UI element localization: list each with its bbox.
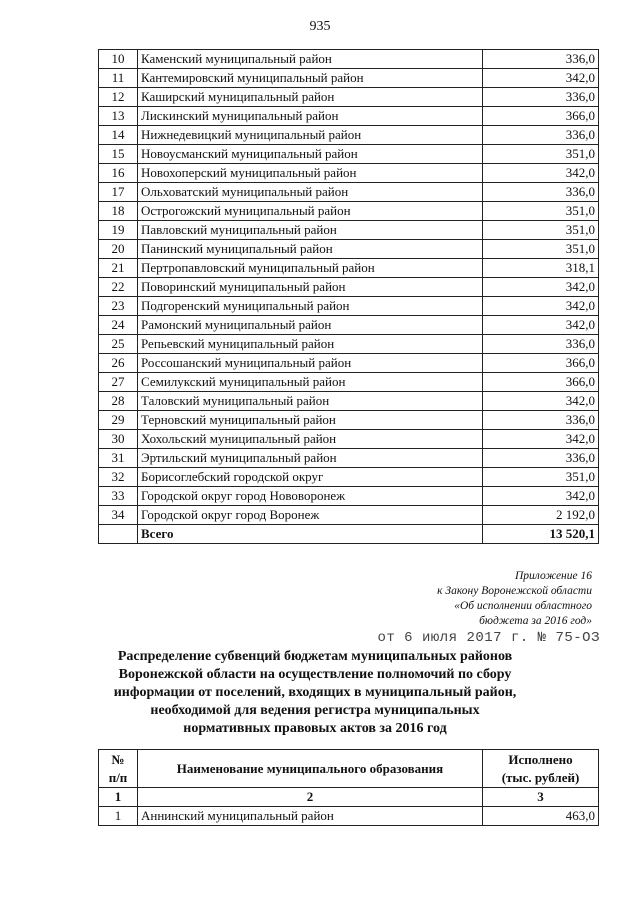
table-row: [99, 126, 599, 145]
header-num: [99, 750, 138, 788]
table-row: [99, 202, 599, 221]
table-row: [99, 449, 599, 468]
amount-value: 336,0: [483, 335, 599, 354]
municipality-name: Ольховатский муниципальный район: [138, 183, 483, 202]
table-header-row: [99, 750, 599, 788]
header-name: Наименование муниципального образования: [138, 750, 483, 788]
appendix-line: бюджета за 2016 год»: [479, 615, 592, 627]
row-number: 13: [99, 107, 138, 126]
municipality-name: Репьевский муниципальный район: [138, 335, 483, 354]
amount-value: 463,0: [483, 807, 599, 826]
municipality-name: Пертропавловский муниципальный район: [138, 259, 483, 278]
table-row: [99, 50, 599, 69]
amount-value: 342,0: [483, 278, 599, 297]
table-row: [99, 278, 599, 297]
row-number: 21: [99, 259, 138, 278]
municipality-name: Павловский муниципальный район: [138, 221, 483, 240]
table-row: [99, 354, 599, 373]
row-number: 34: [99, 506, 138, 525]
table-row: [99, 183, 599, 202]
table-row: [99, 259, 599, 278]
amount-value: 366,0: [483, 354, 599, 373]
municipality-name: Панинский муниципальный район: [138, 240, 483, 259]
municipality-name: Таловский муниципальный район: [138, 392, 483, 411]
municipality-name: Подгоренский муниципальный район: [138, 297, 483, 316]
amount-value: 351,0: [483, 202, 599, 221]
table-row: [99, 221, 599, 240]
header-num-line2: п/п: [108, 769, 128, 785]
municipality-name: Поворинский муниципальный район: [138, 278, 483, 297]
municipality-name: Каширский муниципальный район: [138, 88, 483, 107]
table-row: [99, 335, 599, 354]
amount-value: 366,0: [483, 373, 599, 392]
amount-value: 342,0: [483, 487, 599, 506]
amount-value: 336,0: [483, 50, 599, 69]
subsidy-table-continued: [98, 49, 599, 544]
table-row: [99, 107, 599, 126]
table-row: [99, 316, 599, 335]
municipality-name: Нижнедевицкий муниципальный район: [138, 126, 483, 145]
amount-value: 366,0: [483, 107, 599, 126]
page-number: 935: [309, 19, 331, 34]
row-number: 15: [99, 145, 138, 164]
total-label: Всего: [138, 525, 483, 544]
row-number: 33: [99, 487, 138, 506]
title-line: Распределение субвенций бюджетам муниципальных районов: [117, 649, 513, 664]
title-line: информации от поселений, входящих в муниципальный район,: [113, 685, 517, 700]
document-title: [80, 648, 550, 738]
total-row: [99, 525, 599, 544]
amount-value: 351,0: [483, 240, 599, 259]
row-number: 20: [99, 240, 138, 259]
municipality-name: Острогожский муниципальный район: [138, 202, 483, 221]
municipality-name: Россошанский муниципальный район: [138, 354, 483, 373]
row-number: 32: [99, 468, 138, 487]
row-number: 19: [99, 221, 138, 240]
municipality-name: Семилукский муниципальный район: [138, 373, 483, 392]
amount-value: 351,0: [483, 221, 599, 240]
amount-value: 342,0: [483, 392, 599, 411]
table-row: [99, 430, 599, 449]
table-row: [99, 506, 599, 525]
appendix-line: к Закону Воронежской области: [437, 585, 592, 597]
amount-value: 336,0: [483, 411, 599, 430]
municipality-name: Кантемировский муниципальный район: [138, 69, 483, 88]
header-value-line1: Исполнено: [508, 751, 573, 767]
row-number: 1: [99, 807, 138, 826]
amount-value: 336,0: [483, 183, 599, 202]
amount-value: 318,1: [483, 259, 599, 278]
total-value: 13 520,1: [483, 525, 599, 544]
col-number: 3: [483, 788, 599, 807]
title-line: Воронежской области на осуществление полномочий по сбору: [118, 667, 512, 682]
amount-value: 351,0: [483, 468, 599, 487]
table-row: [99, 164, 599, 183]
row-number: 10: [99, 50, 138, 69]
amount-value: 342,0: [483, 164, 599, 183]
row-number: 30: [99, 430, 138, 449]
table-row: [99, 240, 599, 259]
row-number: 11: [99, 69, 138, 88]
subsidy-table: [98, 749, 599, 826]
row-number: 28: [99, 392, 138, 411]
municipality-name: Новоусманский муниципальный район: [138, 145, 483, 164]
municipality-name: Городской округ город Воронеж: [138, 506, 483, 525]
municipality-name: Аннинский муниципальный район: [138, 807, 483, 826]
amount-value: 336,0: [483, 126, 599, 145]
appendix-line: «Об исполнении областного: [454, 600, 592, 612]
amount-value: 351,0: [483, 145, 599, 164]
municipality-name: Рамонский муниципальный район: [138, 316, 483, 335]
total-num-cell: [99, 525, 138, 544]
table-row: [99, 145, 599, 164]
appendix-line: Приложение 16: [514, 570, 592, 582]
municipality-name: Терновский муниципальный район: [138, 411, 483, 430]
header-value: [483, 750, 599, 788]
header-value-line2: (тыс. рублей): [501, 769, 580, 785]
row-number: 31: [99, 449, 138, 468]
municipality-name: Городской округ город Нововоронеж: [138, 487, 483, 506]
title-line: необходимой для ведения регистра муниципальных: [150, 703, 480, 718]
row-number: 18: [99, 202, 138, 221]
appendix-note: [292, 569, 592, 629]
table-row: [99, 487, 599, 506]
row-number: 16: [99, 164, 138, 183]
amount-value: 342,0: [483, 69, 599, 88]
title-line: нормативных правовых актов за 2016 год: [183, 721, 447, 736]
col-number: 2: [138, 788, 483, 807]
amount-value: 336,0: [483, 88, 599, 107]
municipality-name: Новохоперский муниципальный район: [138, 164, 483, 183]
row-number: 12: [99, 88, 138, 107]
row-number: 29: [99, 411, 138, 430]
table-row: [99, 373, 599, 392]
table-row: [99, 468, 599, 487]
municipality-name: Эртильский муниципальный район: [138, 449, 483, 468]
header-num-line1: №: [111, 751, 125, 767]
row-number: 24: [99, 316, 138, 335]
amount-value: 342,0: [483, 430, 599, 449]
row-number: 17: [99, 183, 138, 202]
row-number: 26: [99, 354, 138, 373]
municipality-name: Борисоглебский городской округ: [138, 468, 483, 487]
municipality-name: Каменский муниципальный район: [138, 50, 483, 69]
table-row: [99, 69, 599, 88]
row-number: 14: [99, 126, 138, 145]
col-number: 1: [99, 788, 138, 807]
row-number: 22: [99, 278, 138, 297]
table-row: [99, 807, 599, 826]
table-row: [99, 411, 599, 430]
amount-value: 2 192,0: [483, 506, 599, 525]
municipality-name: Хохольский муниципальный район: [138, 430, 483, 449]
column-number-row: [99, 788, 599, 807]
law-date-stamp: от 6 июля 2017 г. № 75-ОЗ: [377, 630, 600, 646]
amount-value: 342,0: [483, 316, 599, 335]
amount-value: 336,0: [483, 449, 599, 468]
row-number: 25: [99, 335, 138, 354]
row-number: 23: [99, 297, 138, 316]
table-row: [99, 297, 599, 316]
municipality-name: Лискинский муниципальный район: [138, 107, 483, 126]
table-row: [99, 88, 599, 107]
amount-value: 342,0: [483, 297, 599, 316]
row-number: 27: [99, 373, 138, 392]
table-row: [99, 392, 599, 411]
